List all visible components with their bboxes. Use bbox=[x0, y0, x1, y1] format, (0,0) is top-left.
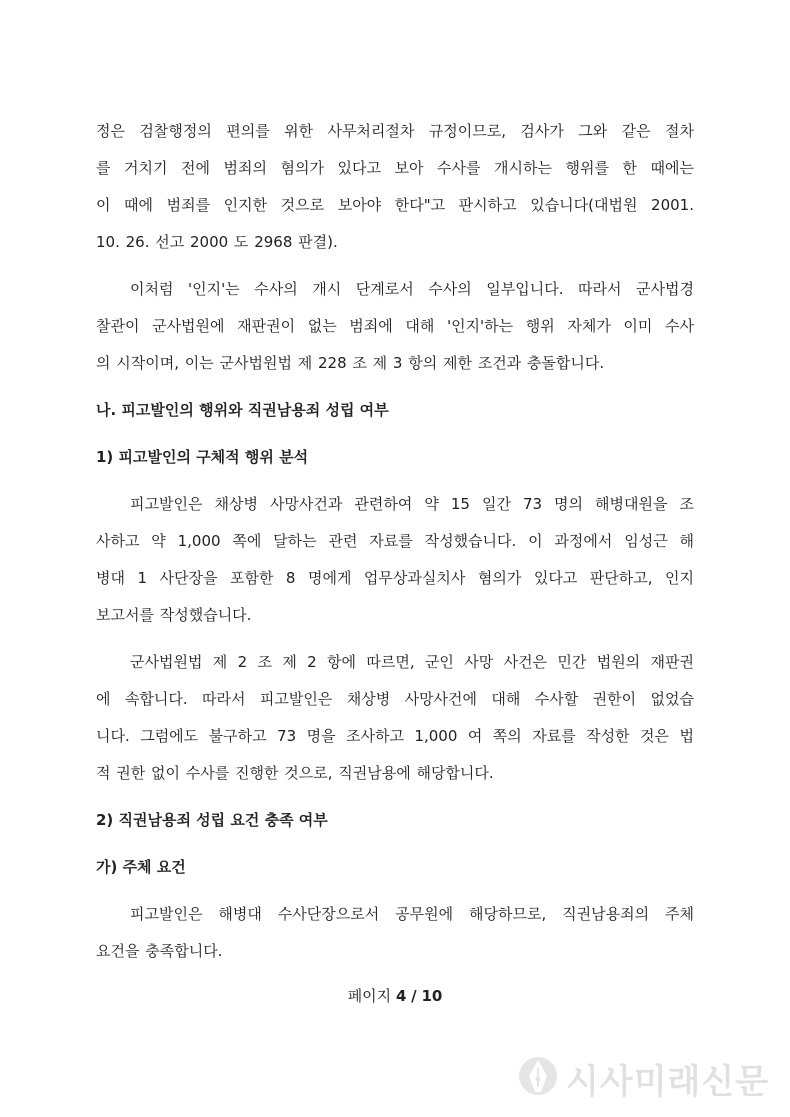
subsection-heading-1: 1) 피고발인의 구체적 행위 분석 bbox=[96, 448, 309, 466]
page-separator: / bbox=[411, 987, 417, 1005]
page-label: 페이지 bbox=[347, 987, 392, 1005]
paragraph-3 bbox=[96, 486, 694, 634]
text-line: 정은 검찰행정의 편의를 위한 사무처리절차 규정이므로, 검사가 그와 같은 절차 bbox=[96, 122, 694, 140]
text-line: 보고서를 작성했습니다. bbox=[96, 606, 252, 624]
text-line: 이처럼 '인지'는 수사의 개시 단계로서 수사의 일부입니다. 따라서 군사법경 bbox=[130, 280, 694, 298]
text-line: 병대 1 사단장을 포함한 8 명에게 업무상과실치사 혐의가 있다고 판단하고, 인지 bbox=[96, 569, 694, 587]
pen-nib-icon bbox=[518, 1054, 558, 1102]
text-line: 의 시작이며, 이는 군사법원법 제 228 조 제 3 항의 제한 조건과 충돌합니다. bbox=[96, 354, 605, 372]
watermark bbox=[518, 1053, 769, 1103]
text-line: 10. 26. 선고 2000 도 2968 판결). bbox=[96, 233, 338, 251]
document-body bbox=[96, 113, 694, 980]
current-page: 4 bbox=[395, 987, 407, 1005]
paragraph-2 bbox=[96, 271, 694, 382]
section-heading-na: 나. 피고발인의 행위와 직권남용죄 성립 여부 bbox=[96, 401, 389, 419]
paragraph-1 bbox=[96, 113, 694, 261]
paragraph-4 bbox=[96, 644, 694, 792]
text-line: 니다. 그럼에도 불구하고 73 명을 조사하고 1,000 여 쪽의 자료를 작성한 것은 법 bbox=[96, 727, 694, 745]
subsection-heading-2: 2) 직권남용죄 성립 요건 충족 여부 bbox=[96, 811, 328, 829]
total-pages: 10 bbox=[421, 987, 443, 1005]
text-line: 찰관이 군사법원에 재판권이 없는 범죄에 대해 '인지'하는 행위 자체가 이미 수사 bbox=[96, 317, 694, 335]
page-number bbox=[0, 985, 790, 1006]
text-line: 사하고 약 1,000 쪽에 달하는 관련 자료를 작성했습니다. 이 과정에서 임성근 해 bbox=[96, 532, 694, 550]
text-line: 에 속합니다. 따라서 피고발인은 채상병 사망사건에 대해 수사할 권한이 없었습 bbox=[96, 690, 694, 708]
subsection-heading-ga: 가) 주체 요건 bbox=[96, 858, 186, 876]
watermark-text: 시사미래신문 bbox=[566, 1061, 770, 1102]
paragraph-5 bbox=[96, 896, 694, 970]
text-line: 를 거치기 전에 범죄의 혐의가 있다고 보아 수사를 개시하는 행위를 한 때에는 bbox=[96, 159, 694, 177]
text-line: 군사법원법 제 2 조 제 2 항에 따르면, 군인 사망 사건은 민간 법원의 재판권 bbox=[130, 653, 694, 671]
text-line: 이 때에 범죄를 인지한 것으로 보아야 한다"고 판시하고 있습니다(대법원 2001. bbox=[96, 196, 694, 214]
text-line: 피고발인은 채상병 사망사건과 관련하여 약 15 일간 73 명의 해병대원을 조 bbox=[130, 495, 694, 513]
text-line: 요건을 충족합니다. bbox=[96, 942, 223, 960]
text-line: 피고발인은 해병대 수사단장으로서 공무원에 해당하므로, 직권남용죄의 주체 bbox=[130, 905, 694, 923]
text-line: 적 권한 없이 수사를 진행한 것으로, 직권남용에 해당합니다. bbox=[96, 764, 494, 782]
